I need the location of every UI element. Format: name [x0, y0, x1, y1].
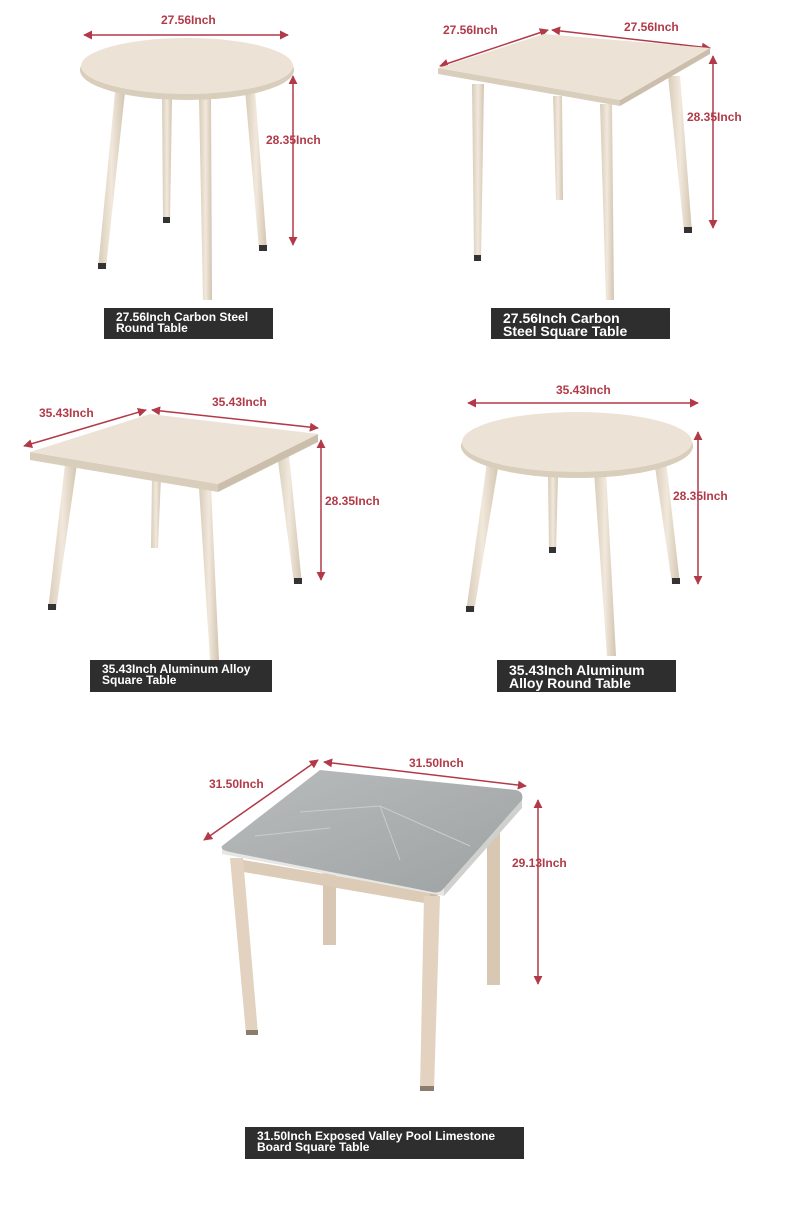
table-leg: [668, 76, 692, 232]
leg-foot: [672, 578, 680, 584]
table-leg: [162, 96, 172, 222]
product-caption: [245, 1127, 524, 1159]
square-table-small: [438, 30, 713, 300]
product-caption: [104, 308, 273, 339]
table-leg: [276, 446, 302, 584]
caption-line: Round Table: [116, 321, 188, 335]
table-leg: [199, 98, 212, 300]
width-label: 27.56Inch: [624, 20, 679, 34]
caption-line: Steel Square Table: [503, 323, 628, 339]
width-label: 27.56Inch: [161, 13, 216, 27]
product-caption: [491, 308, 670, 339]
leg-foot: [549, 547, 556, 553]
width-label: 31.50Inch: [409, 756, 464, 770]
leg-foot: [163, 217, 170, 223]
depth-label: 31.50Inch: [209, 777, 264, 791]
leg-foot: [466, 606, 474, 612]
caption-line: 35.43Inch Aluminum Alloy: [102, 662, 251, 676]
table-leg: [420, 896, 440, 1090]
caption-line: 35.43Inch Aluminum: [509, 662, 645, 678]
table-leg: [245, 90, 267, 250]
height-label: 28.35Inch: [266, 133, 321, 147]
product-caption: [497, 660, 676, 692]
depth-label: 27.56Inch: [443, 23, 498, 37]
caption-line: 31.50Inch Exposed Valley Pool Limestone: [257, 1129, 496, 1143]
height-label: 28.35Inch: [325, 494, 380, 508]
table-leg: [466, 462, 499, 612]
caption-line: Board Square Table: [257, 1140, 370, 1154]
leg-foot: [98, 263, 106, 269]
table-top: [81, 38, 293, 94]
table-leg: [553, 96, 563, 200]
caption-line: Square Table: [102, 673, 177, 687]
table-leg: [594, 472, 616, 656]
width-label: 35.43Inch: [212, 395, 267, 409]
table-leg: [199, 488, 219, 660]
height-label: 29.13Inch: [512, 856, 567, 870]
table-leg: [472, 84, 484, 260]
table-leg: [48, 464, 77, 610]
round-table-large: [461, 403, 698, 656]
table-top: [462, 412, 692, 472]
leg-foot: [48, 604, 56, 610]
table-leg: [230, 858, 258, 1034]
height-label: 28.35Inch: [687, 110, 742, 124]
depth-label: 35.43Inch: [39, 406, 94, 420]
height-label: 28.35Inch: [673, 489, 728, 503]
round-table-small: [80, 35, 294, 300]
product-caption: [90, 660, 272, 692]
leg-foot: [474, 255, 481, 261]
leg-foot: [420, 1086, 434, 1091]
caption-line: 27.56Inch Carbon Steel: [116, 310, 249, 324]
limestone-square-table: [204, 760, 538, 1091]
table-leg: [548, 474, 558, 552]
leg-foot: [259, 245, 267, 251]
table-leg: [98, 92, 125, 268]
width-label: 35.43Inch: [556, 383, 611, 397]
table-leg: [151, 476, 161, 548]
table-leg: [600, 104, 614, 300]
caption-line: 27.56Inch Carbon: [503, 310, 620, 326]
leg-foot: [246, 1030, 258, 1035]
caption-line: Alloy Round Table: [509, 675, 631, 691]
leg-foot: [294, 578, 302, 584]
table-leg: [654, 460, 680, 584]
leg-foot: [684, 227, 692, 233]
square-table-large: [24, 410, 321, 660]
